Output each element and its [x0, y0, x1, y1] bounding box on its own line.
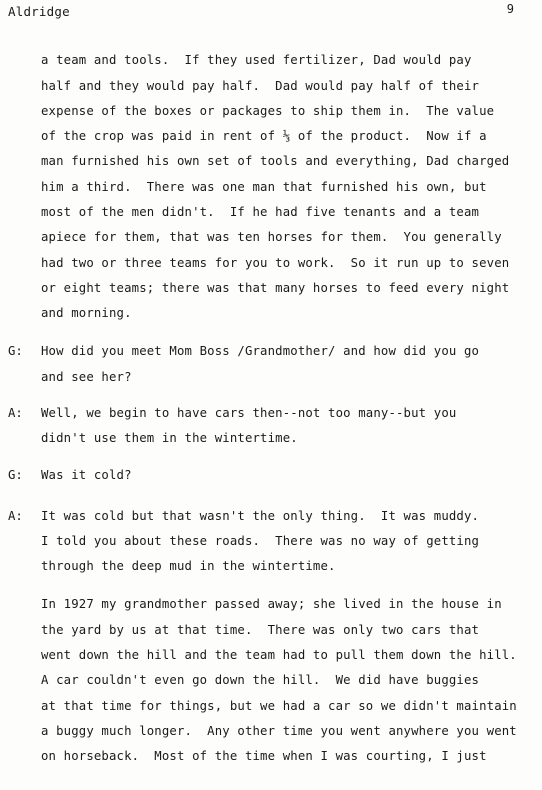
text-line: at that time for things, but we had a car so we didn't maintain: [41, 699, 517, 713]
speaker-label: A:: [8, 509, 23, 523]
text-line: I told you about these roads. There was no way of getting: [41, 534, 480, 548]
text-line: man furnished his own set of tools and everything, Dad charged: [41, 154, 510, 168]
text-line: had two or three teams for you to work. So it run up to seven: [41, 256, 510, 270]
speaker-label: A:: [8, 406, 23, 420]
text-line: A car couldn't even go down the hill. We did have buggies: [41, 673, 480, 687]
header-interviewee-name: Aldridge: [8, 4, 70, 19]
text-line: through the deep mud in the wintertime.: [41, 559, 336, 573]
text-line: In 1927 my grandmother passed away; she lived in the house in: [41, 597, 502, 611]
text-line: Was it cold?: [41, 468, 132, 482]
page-number: 9: [506, 2, 514, 16]
text-line: didn't use them in the wintertime.: [41, 431, 298, 445]
text-line: It was cold but that wasn't the only thing. It was muddy.: [41, 509, 480, 523]
text-line: most of the men didn't. If he had five tenants and a team: [41, 205, 480, 219]
text-line: half and they would pay half. Dad would pay half of their: [41, 79, 480, 93]
text-line: went down the hill and the team had to pull them down the hill.: [41, 648, 517, 662]
text-line: a team and tools. If they used fertilizer, Dad would pay: [41, 53, 472, 67]
text-line: apiece for them, that was ten horses for them. You generally: [41, 230, 502, 244]
text-line: the yard by us at that time. There was only two cars that: [41, 623, 480, 637]
text-line: him a third. There was one man that furnished his own, but: [41, 180, 487, 194]
text-line: expense of the boxes or packages to ship them in. The value: [41, 104, 495, 118]
text-line: of the crop was paid in rent of ⅓ of the product. Now if a: [41, 129, 487, 143]
text-line: a buggy much longer. Any other time you went anywhere you went: [41, 724, 517, 738]
speaker-label: G:: [8, 468, 23, 482]
text-line: and morning.: [41, 306, 132, 320]
text-line: and see her?: [41, 370, 132, 384]
speaker-label: G:: [8, 344, 23, 358]
text-line: on horseback. Most of the time when I was courting, I just: [41, 749, 487, 763]
text-line: or eight teams; there was that many horses to feed every night: [41, 281, 510, 295]
text-line: Well, we begin to have cars then--not too many--but you: [41, 406, 457, 420]
text-line: How did you meet Mom Boss /Grandmother/ and how did you go: [41, 344, 480, 358]
